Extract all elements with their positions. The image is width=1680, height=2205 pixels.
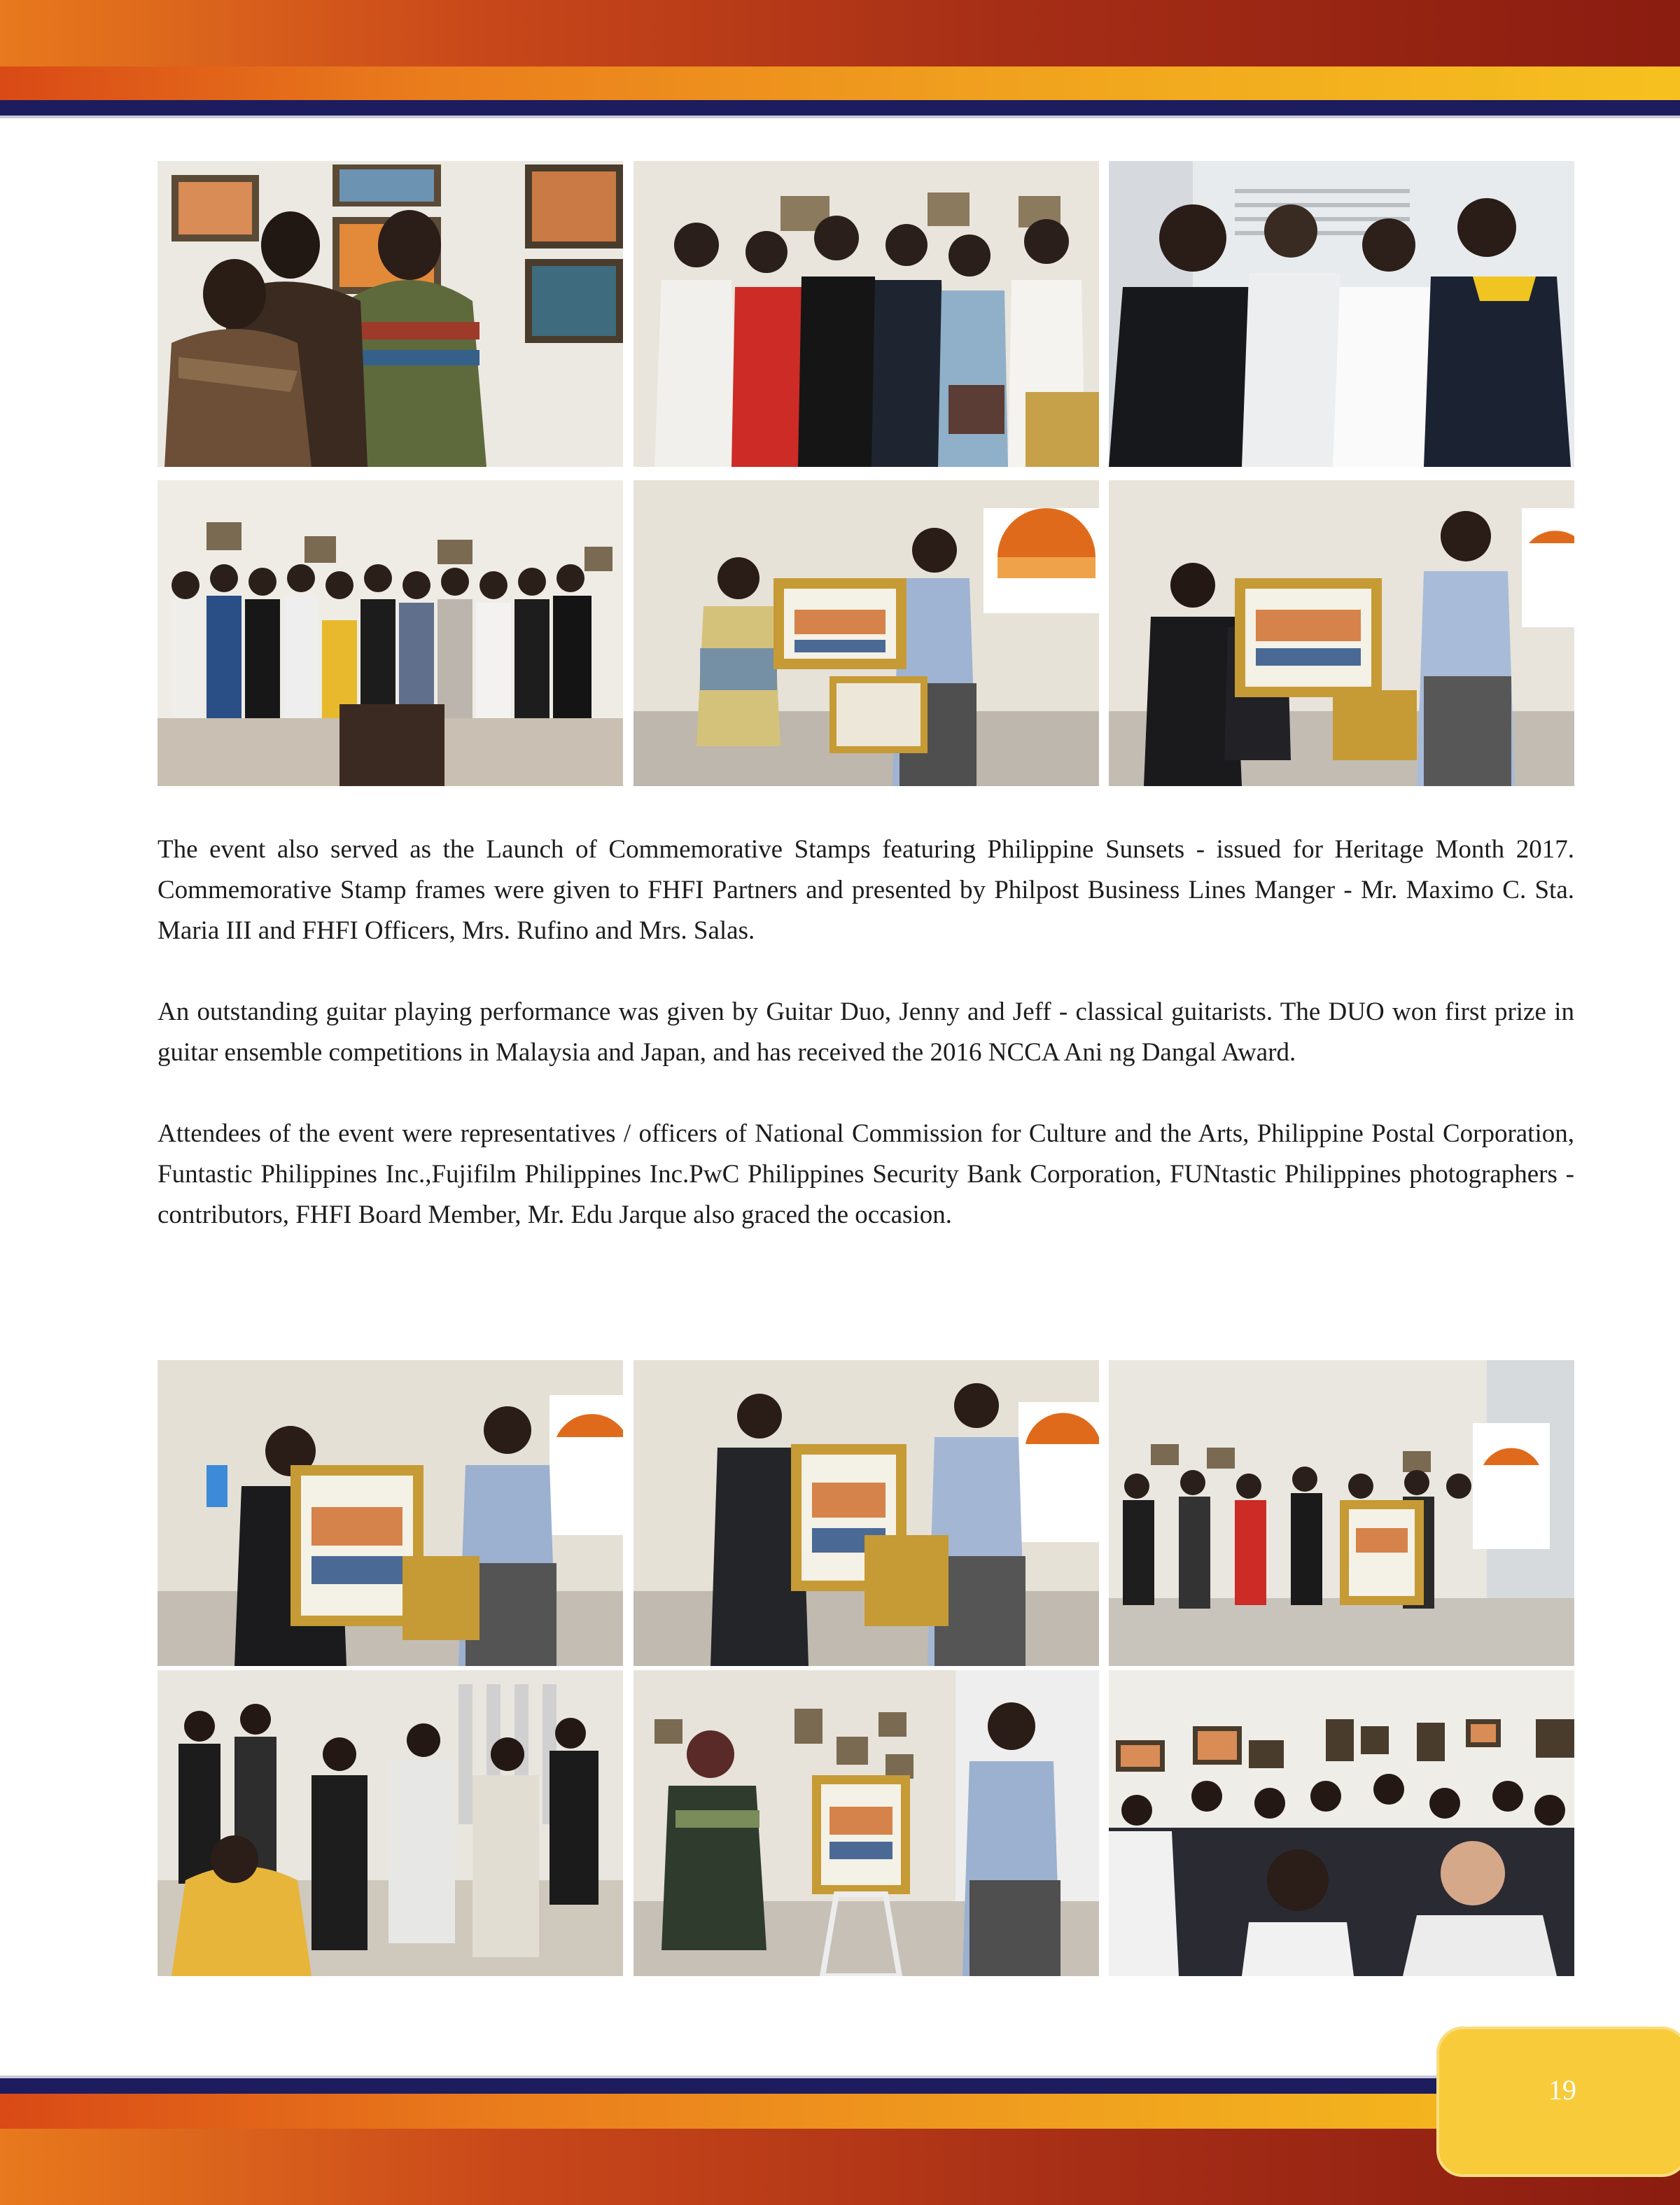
bottom-banner <box>0 2076 1680 2205</box>
bottom-banner-navy-band <box>0 2078 1680 2094</box>
photo-women-viewing-sunset-photos <box>158 161 623 467</box>
photo-large-group-photo <box>158 480 623 786</box>
photo-stamp-frame-presentation-woman <box>634 480 1099 786</box>
page-number: 19 <box>1548 2074 1576 2106</box>
bottom-banner-gold-band <box>0 2094 1680 2129</box>
photo-seated-audience <box>1109 1670 1574 1976</box>
top-banner-gold-band <box>0 66 1680 100</box>
photo-stamp-frame-presentation-man <box>158 1360 623 1666</box>
paragraph-guitar-performance: An outstanding guitar playing performance was given by Guitar Duo, Jenny and Jeff - classical guitarists. The DUO won first prize in guitar ensemble competitions in Malaysia and Japan, and has received the 2016 NCCA Ani ng Dangal Award. <box>158 997 1574 1067</box>
photo-officials-conversation <box>1109 161 1574 467</box>
photo-group-portrait-guests <box>634 161 1099 467</box>
photo-stamp-frame-presentation-young-man <box>634 1360 1099 1666</box>
photo-stamp-frame-presentation-two-women <box>1109 480 1574 786</box>
article-body <box>158 830 1574 1276</box>
paragraph-stamp-launch: The event also served as the Launch of Commemorative Stamps featuring Philippine Sunsets - issued for Heritage Month 2017. Commemorative Stamp frames were given to FHFI Partners and presented by Philpost Business Lines Manger - Mr. Maximo C. Sta. Maria III and FHFI Officers, Mrs. Rufino and Mrs. Salas. <box>158 835 1574 945</box>
top-banner <box>0 0 1680 122</box>
top-banner-divider <box>0 115 1680 118</box>
top-banner-navy-band <box>0 100 1680 115</box>
photo-frame-unveiling-applause <box>634 1670 1099 1976</box>
photo-guests-browsing-gallery <box>158 1670 623 1976</box>
paragraph-attendees: Attendees of the event were representatives / officers of National Commission for Culture and the Arts, Philippine Postal Corporation, Funtastic Philippines Inc.,Fujifilm Philippines Inc.PwC Philippines Security Bank Corporation, FUNtastic Philippines photographers - contributors, FHFI Board Member, Mr. Edu Jarque also graced the occasion. <box>158 1119 1574 1229</box>
photo-gallery-crowd-with-frame <box>1109 1360 1574 1666</box>
bottom-banner-main-band <box>0 2129 1680 2205</box>
top-banner-main-band <box>0 0 1680 66</box>
